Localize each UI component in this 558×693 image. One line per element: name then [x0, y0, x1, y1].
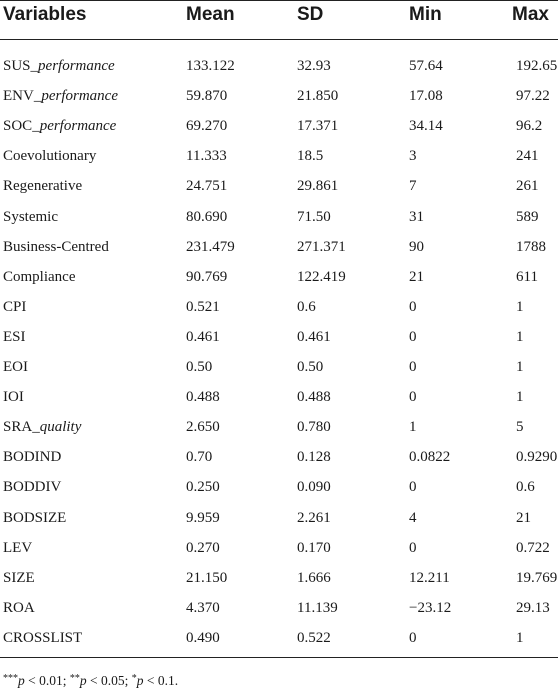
mean-cell: 2.650 [186, 419, 220, 436]
max-cell: 0.9290 [516, 449, 558, 466]
variable-name: SRA [3, 419, 33, 436]
mean-cell: 0.521 [186, 298, 220, 315]
variable-name-cell [3, 86, 118, 106]
min-cell: 0.0822 [409, 449, 451, 466]
variable-name-cell [3, 237, 109, 257]
min-cell: −23.12 [409, 599, 452, 616]
min-cell: 0 [409, 539, 417, 556]
max-cell: 97.22 [516, 88, 550, 105]
variable-name: ESI [3, 328, 26, 345]
mean-cell: 0.250 [186, 479, 220, 496]
max-cell: 1 [516, 328, 524, 345]
header-variables: Variables [3, 4, 87, 25]
variable-name-cell [3, 267, 75, 287]
max-cell: 1 [516, 389, 524, 406]
sd-cell: 0.488 [297, 389, 331, 406]
variable-name-cell [3, 417, 81, 437]
variable-name-cell [3, 628, 82, 648]
p-value-label: p [136, 673, 144, 688]
mean-cell: 9.959 [186, 509, 220, 526]
header-min: Min [409, 4, 442, 25]
variable-name: ROA [3, 599, 35, 616]
min-cell: 0 [409, 359, 417, 375]
variable-suffix: _performance [33, 88, 118, 105]
min-cell: 57.64 [409, 58, 443, 74]
variable-name: CROSSLIST [3, 629, 83, 646]
variable-name: BODIND [3, 449, 62, 466]
sd-cell: 32.93 [297, 58, 331, 74]
min-cell: 0 [409, 389, 417, 406]
variable-name: Business-Centred [3, 238, 109, 255]
mean-cell: 69.270 [186, 118, 228, 135]
mean-cell: 90.769 [186, 268, 228, 285]
min-cell: 0 [409, 328, 417, 345]
variable-name: CPI [3, 298, 27, 315]
variable-name: EOI [3, 359, 28, 375]
header-mean: Mean [186, 4, 235, 25]
top-rule [0, 0, 558, 1]
variable-name-cell [3, 387, 24, 407]
variable-name: Coevolutionary [3, 148, 97, 165]
sd-cell: 18.5 [297, 148, 324, 165]
max-cell: 589 [516, 208, 539, 225]
sd-cell: 0.50 [297, 359, 324, 375]
max-cell: 241 [516, 148, 539, 165]
mean-cell: 21.150 [186, 569, 228, 586]
variable-name: SOC [3, 118, 33, 135]
max-cell: 261 [516, 178, 539, 195]
mean-cell: 0.50 [186, 359, 213, 375]
significance-symbol: *** [3, 673, 18, 684]
mean-cell: 0.270 [186, 539, 220, 556]
sd-cell: 11.139 [297, 599, 338, 616]
bottom-rule [0, 657, 558, 658]
min-cell: 0 [409, 629, 417, 646]
variable-name: LEV [3, 539, 33, 556]
variable-name-cell [3, 297, 26, 317]
mean-cell: 4.370 [186, 599, 220, 616]
sd-cell: 17.371 [297, 118, 339, 135]
max-cell: 611 [516, 268, 538, 285]
min-cell: 3 [409, 148, 417, 165]
variable-name-cell [3, 357, 28, 377]
sd-cell: 21.850 [297, 88, 339, 105]
min-cell: 0 [409, 298, 417, 315]
significance-symbol: ** [69, 673, 80, 684]
max-cell: 29.13 [516, 599, 550, 616]
variable-name: Systemic [3, 208, 58, 225]
max-cell: 19.769 [516, 569, 558, 586]
min-cell: 90 [409, 238, 424, 255]
sd-cell: 122.419 [297, 268, 346, 285]
max-cell: 21 [516, 509, 531, 526]
p-value-label: p [18, 673, 25, 688]
mean-cell: 231.479 [186, 238, 235, 255]
variable-name-cell [3, 508, 66, 528]
threshold-text: < 0.05; [86, 673, 132, 688]
p-value-label: p [79, 673, 87, 688]
sd-cell: 0.090 [297, 479, 331, 496]
variable-name: Compliance [3, 268, 76, 285]
mean-cell: 24.751 [186, 178, 228, 195]
sd-cell: 271.371 [297, 238, 346, 255]
variable-name: IOI [3, 389, 24, 406]
significance-footnote [3, 670, 178, 690]
mean-cell: 80.690 [186, 208, 228, 225]
min-cell: 1 [409, 419, 417, 436]
min-cell: 7 [409, 178, 417, 195]
variable-name: BODDIV [3, 479, 62, 496]
variable-name: ENV [3, 88, 34, 105]
variable-name-cell [3, 116, 116, 136]
max-cell: 1 [516, 298, 524, 315]
header-rule [0, 39, 558, 40]
variable-name: BODSIZE [3, 509, 67, 526]
min-cell: 34.14 [409, 118, 443, 135]
sd-cell: 0.128 [297, 449, 331, 466]
variable-name-cell [3, 447, 61, 467]
mean-cell: 133.122 [186, 58, 235, 74]
sd-cell: 0.170 [297, 539, 331, 556]
mean-cell: 0.70 [186, 449, 213, 466]
max-cell: 1 [516, 359, 524, 375]
sd-cell: 0.780 [297, 419, 331, 436]
variable-suffix: _performance [30, 58, 115, 74]
sd-cell: 29.861 [297, 178, 339, 195]
variable-suffix: _performance [32, 118, 117, 135]
variable-name-cell [3, 598, 35, 618]
variable-name-cell [3, 176, 82, 196]
max-cell: 1788 [516, 238, 546, 255]
min-cell: 17.08 [409, 88, 443, 105]
variable-name-cell [3, 56, 115, 76]
variable-name-cell [3, 568, 35, 588]
min-cell: 31 [409, 208, 424, 225]
min-cell: 21 [409, 268, 424, 285]
sd-cell: 0.461 [297, 328, 331, 345]
mean-cell: 0.461 [186, 328, 220, 345]
variable-name-cell [3, 477, 61, 497]
threshold-text: < 0.01; [24, 673, 70, 688]
threshold-text: < 0.1. [143, 673, 179, 688]
max-cell: 1 [516, 629, 524, 646]
min-cell: 4 [409, 509, 417, 526]
mean-cell: 0.490 [186, 629, 220, 646]
max-cell: 96.2 [516, 118, 543, 135]
variable-name-cell [3, 146, 96, 166]
significance-symbol: * [131, 673, 137, 684]
mean-cell: 11.333 [186, 148, 227, 165]
variable-name: SUS [3, 58, 31, 74]
max-cell: 192.65 [516, 58, 558, 74]
mean-cell: 59.870 [186, 88, 228, 105]
sd-cell: 0.522 [297, 629, 331, 646]
variable-name-cell [3, 327, 26, 347]
header-sd: SD [297, 4, 324, 25]
variable-name-cell [3, 538, 32, 558]
sd-cell: 0.6 [297, 298, 316, 315]
variable-suffix: _quality [32, 419, 82, 436]
min-cell: 12.211 [409, 569, 450, 586]
mean-cell: 0.488 [186, 389, 220, 406]
max-cell: 0.6 [516, 479, 535, 496]
max-cell: 5 [516, 419, 524, 436]
sd-cell: 2.261 [297, 509, 331, 526]
max-cell: 0.722 [516, 539, 550, 556]
sd-cell: 71.50 [297, 208, 331, 225]
header-max: Max [512, 4, 549, 25]
variable-name-cell [3, 207, 58, 227]
sd-cell: 1.666 [297, 569, 331, 586]
min-cell: 0 [409, 479, 417, 496]
variable-name: SIZE [3, 569, 35, 586]
variable-name: Regenerative [3, 178, 83, 195]
